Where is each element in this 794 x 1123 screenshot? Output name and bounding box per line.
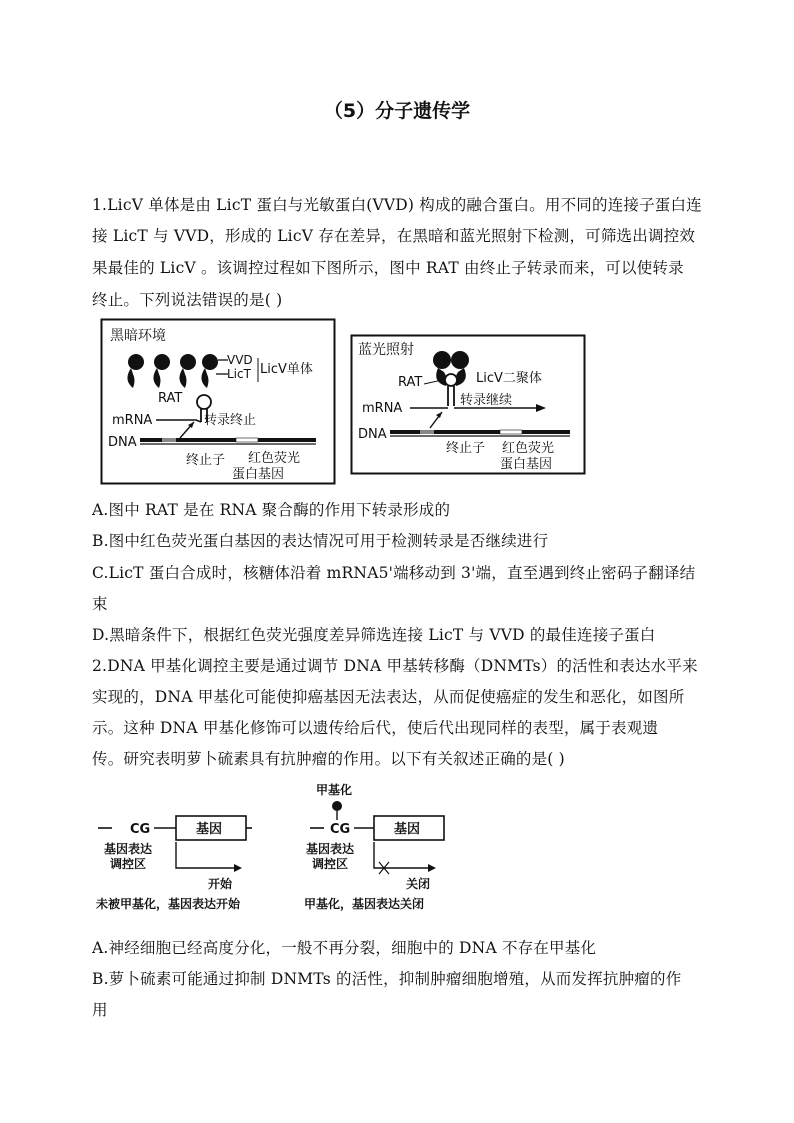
mrna-label: mRNA <box>362 401 403 416</box>
q2-option-b: B.萝卜硫素可能通过抑制 DNMTs 的活性，抑制肿瘤细胞增殖，从而发挥抗肿瘤的作 <box>92 970 682 988</box>
q2-stem-line: 实现的，DNA 甲基化可能使抑癌基因无法表达，从而促使癌症的发生和恶化，如图所 <box>92 688 685 706</box>
q2-stem-line: 示。这种 DNA 甲基化修饰可以遗传给后代，使后代出现同样的表型，属于表观遗 <box>92 719 659 737</box>
q1-stem-line: 接 LicT 与 VVD，形成的 LicV 存在差异，在黑暗和蓝光照射下检测，可筛选出调控效 <box>92 227 696 245</box>
vvd-label: VVD <box>227 353 253 367</box>
mrna-label: mRNA <box>112 413 153 428</box>
cg-label: CG <box>130 822 151 837</box>
gene-label-line1: 红色荧光 <box>248 451 301 466</box>
figure-blue-light <box>350 334 586 476</box>
figure-title: 黑暗环境 <box>110 328 166 344</box>
q1-option-a: A.图中 RAT 是在 RNA 聚合酶的作用下转录形成的 <box>92 501 451 519</box>
figure-title: 蓝光照射 <box>358 342 414 358</box>
transcription-continue-label: 转录继续 <box>460 393 513 408</box>
dna-label: DNA <box>358 427 387 442</box>
terminator-segment <box>420 430 434 434</box>
q1-stem-line: 1.LicV 单体是由 LicT 蛋白与光敏蛋白(VVD) 构成的融合蛋白。用不同的连接子蛋白连 <box>92 196 702 214</box>
off-label: 关闭 <box>406 877 431 891</box>
methyl-label: 甲基化 <box>316 783 353 797</box>
terminator-label: 终止子 <box>446 441 486 456</box>
lict-label: LicT <box>227 367 251 381</box>
caption-unmethylated: 未被甲基化，基因表达开始 <box>96 897 241 911</box>
transcription-stop-label: 转录终止 <box>204 413 257 428</box>
region-label-line1: 基因表达 <box>104 842 153 856</box>
caption-methylated: 甲基化，基因表达关闭 <box>304 897 425 911</box>
q1-option-d: D.黑暗条件下，根据红色荧光强度差异筛选连接 LicT 与 VVD 的最佳连接子蛋白 <box>92 626 656 644</box>
start-label: 开始 <box>208 877 233 891</box>
terminator-label: 终止子 <box>186 453 226 468</box>
gene-label: 基因 <box>394 822 421 837</box>
q1-stem-line: 果最佳的 LicV 。该调控过程如下图所示，图中 RAT 由终止子转录而来，可以使转录 <box>92 259 684 277</box>
terminator-segment <box>162 438 176 442</box>
q1-stem-line: 终止。下列说法错误的是( ) <box>92 291 283 309</box>
dna-label: DNA <box>108 435 137 450</box>
q1-option-c: C.LicT 蛋白合成时，核糖体沿着 mRNA5'端移动到 3'端，直至遇到终止密码子翻译结 <box>92 564 696 582</box>
rat-label: RAT <box>158 391 183 406</box>
region-label-line2: 调控区 <box>110 857 147 871</box>
q2-option-a: A.神经细胞已经高度分化，一般不再分裂，细胞中的 DNA 不存在甲基化 <box>92 939 597 957</box>
region-label-line1: 基因表达 <box>306 842 355 856</box>
licv-monomer-label: LicV单体 <box>260 362 313 377</box>
q2-stem-line: 2.DNA 甲基化调控主要是通过调节 DNA 甲基转移酶（DNMTs）的活性和表达水平来 <box>92 657 698 675</box>
region-label-line2: 调控区 <box>312 857 349 871</box>
licv-monomers <box>127 354 218 388</box>
rat-label: RAT <box>398 375 423 390</box>
q1-option-b: B.图中红色荧光蛋白基因的表达情况可用于检测转录是否继续进行 <box>92 532 549 550</box>
methyl-group <box>332 801 342 811</box>
gene-segment <box>500 430 522 434</box>
cg-label: CG <box>330 822 351 837</box>
gene-label-line2: 蛋白基因 <box>500 457 553 472</box>
q2-option-b-cont: 用 <box>92 1001 108 1019</box>
q2-stem-line: 传。研究表明萝卜硫素具有抗肿瘤的作用。以下有关叙述正确的是( ) <box>92 750 565 768</box>
gene-label-line2: 蛋白基因 <box>232 467 285 482</box>
licv-dimer-label: LicV二聚体 <box>476 371 542 386</box>
gene-label: 基因 <box>196 822 223 837</box>
figure-methylation <box>94 778 454 916</box>
gene-label-line1: 红色荧光 <box>502 441 555 456</box>
page-title: （5）分子遗传学 <box>323 100 471 122</box>
figure-dark-environment <box>100 318 336 486</box>
gene-segment <box>236 438 258 442</box>
q1-option-c-cont: 束 <box>92 595 108 613</box>
